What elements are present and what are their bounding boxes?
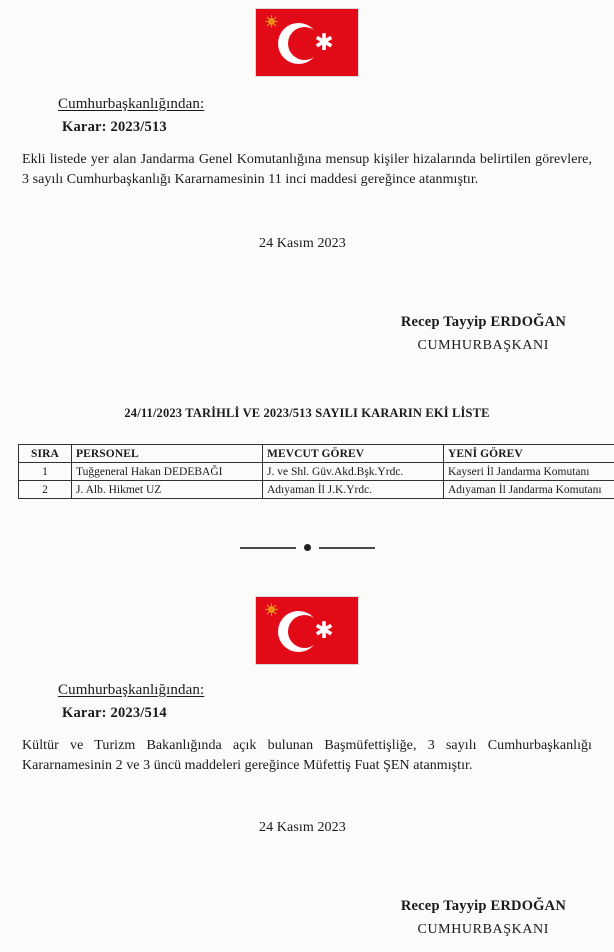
- star-icon: ✱: [314, 30, 334, 56]
- annex-table-wrap: [18, 444, 614, 499]
- table-row: [19, 481, 614, 499]
- section-divider: [0, 544, 614, 551]
- cell-yeni-gorev: Kayseri İl Jandarma Komutanı: [444, 463, 614, 481]
- signature-title-2: CUMHURBAŞKANI: [417, 922, 549, 937]
- flag-emblem-top: [0, 8, 614, 77]
- table-row: [19, 463, 614, 481]
- decision-number-2: Karar: 2023/514: [62, 705, 167, 721]
- star-icon: ✱: [314, 618, 334, 644]
- decision-date-2: 24 Kasım 2023: [259, 820, 346, 835]
- cell-mevcut-gorev: Adıyaman İl J.K.Yrdc.: [263, 481, 444, 499]
- divider-rule-left: [240, 547, 296, 549]
- cell-personel: J. Alb. Hikmet UZ: [72, 481, 263, 499]
- column-header-mevcut-gorev: MEVCUT GÖREV: [263, 445, 444, 463]
- column-header-personel: PERSONEL: [72, 445, 263, 463]
- annex-title: 24/11/2023 TARİHLİ VE 2023/513 SAYILI KARARIN EKİ LİSTE: [124, 406, 490, 420]
- annex-block: [0, 406, 614, 421]
- decision-body-1: Ekli listede yer alan Jandarma Genel Komutanlığına mensup kişiler hizalarında belirtilen görevlere, 3 sayılı Cumhurbaşkanlığı Kararnamesinin 11 inci maddesi gereğince atanmıştır.: [22, 152, 592, 188]
- cell-sira: 2: [19, 481, 72, 499]
- turkish-flag-icon: [255, 596, 359, 665]
- divider-dot: [304, 544, 311, 551]
- decision-body-2: Kültür ve Turizm Bakanlığında açık bulunan Başmüfettişliğe, 3 sayılı Cumhurbaşkanlığı Kararnamesinin 2 ve 3 üncü maddeleri gereğince Müfettiş Fuat ŞEN atanmıştır.: [22, 738, 592, 774]
- signature-name-2: Recep Tayyip ERDOĞAN: [400, 898, 566, 914]
- signature-title-1: CUMHURBAŞKANI: [417, 338, 549, 353]
- annex-table: [18, 444, 614, 499]
- cell-sira: 1: [19, 463, 72, 481]
- decision-number-1: Karar: 2023/513: [62, 119, 167, 135]
- table-header-row: [19, 445, 614, 463]
- sun-icon: [265, 603, 278, 616]
- flag-emblem-bottom: [0, 596, 614, 665]
- issuer-heading-1: Cumhurbaşkanlığından:: [58, 96, 205, 112]
- issuer-heading-2: Cumhurbaşkanlığından:: [58, 682, 205, 698]
- column-header-sira: SIRA: [19, 445, 72, 463]
- decision-date-1: 24 Kasım 2023: [259, 236, 346, 251]
- column-header-yeni-gorev: YENİ GÖREV: [444, 445, 614, 463]
- signature-name-1: Recep Tayyip ERDOĞAN: [400, 314, 566, 330]
- divider-rule-right: [319, 547, 375, 549]
- cell-personel: Tuğgeneral Hakan DEDEBAĞI: [72, 463, 263, 481]
- cell-yeni-gorev: Adıyaman İl Jandarma Komutanı: [444, 481, 614, 499]
- cell-mevcut-gorev: J. ve Shl. Güv.Akd.Bşk.Yrdc.: [263, 463, 444, 481]
- sun-icon: [265, 15, 278, 28]
- turkish-flag-icon: [255, 8, 359, 77]
